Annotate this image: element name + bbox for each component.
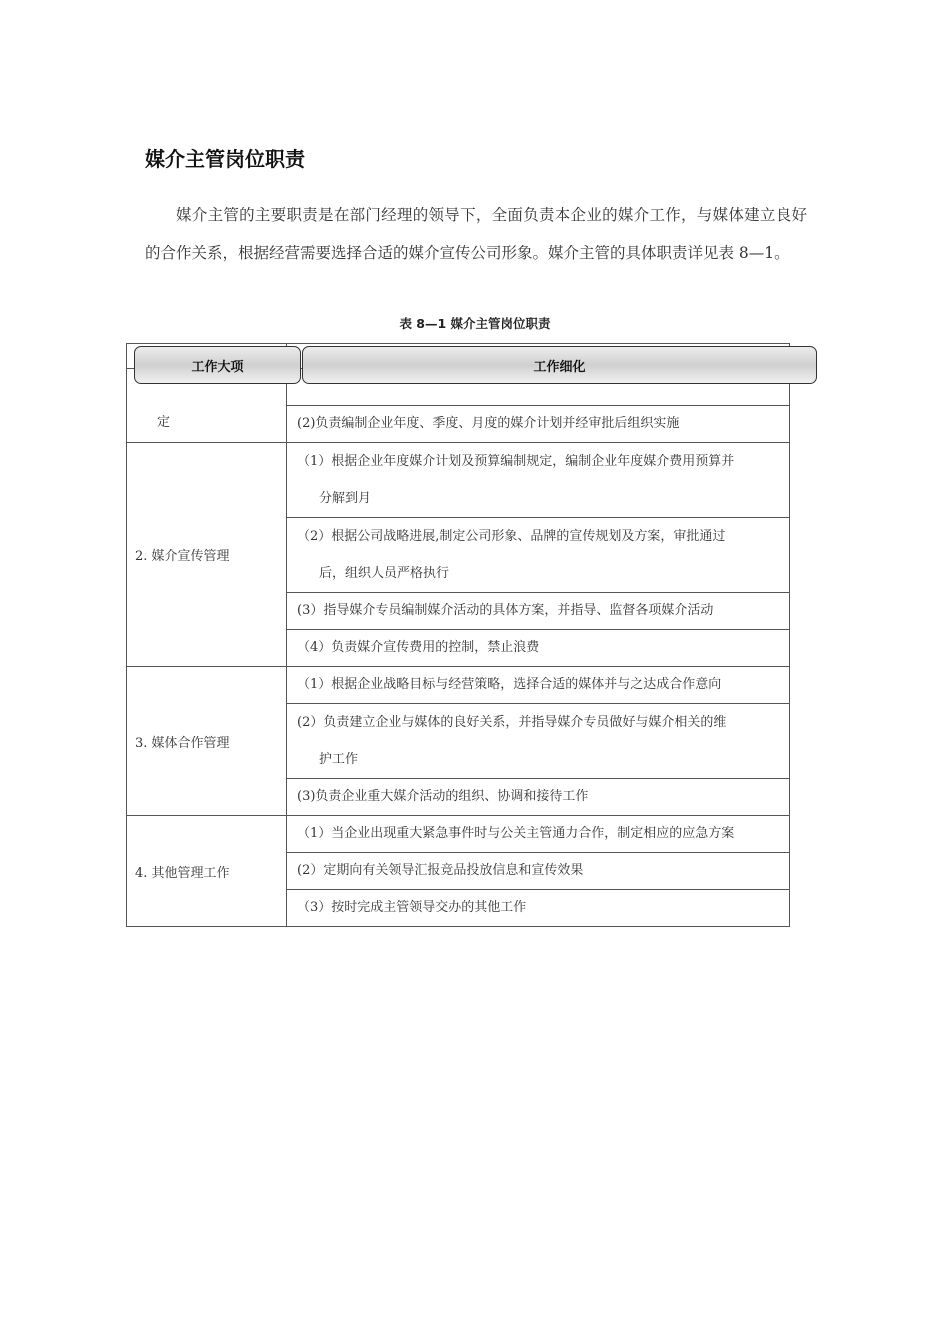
table-row [127,667,790,704]
duties-table [126,343,790,927]
detail-line: （2）根据公司战略进展,制定公司形象、品牌的宣传规划及方案，审批通过 [297,529,726,544]
detail-line-cont: 护工作 [319,752,359,767]
detail-cell: (3）指导媒介专员编制媒介活动的具体方案，并指导、监督各项媒介活动 [287,593,790,630]
table-row [127,443,790,518]
detail-cell: (2)负责编制企业年度、季度、月度的媒介计划并经审批后组织实施 [287,406,790,443]
detail-line: (2）负责建立企业与媒体的良好关系，并指导媒介专员做好与媒介相关的维 [297,715,727,730]
category-1-label: 定 [157,414,171,430]
category-cell-3: 3. 媒体合作管理 [127,667,287,816]
detail-cell: （1）当企业出现重大紧急事件时与公关主管通力合作，制定相应的应急方案 [287,816,790,853]
detail-cell [287,704,790,779]
detail-cell: （4）负责媒介宣传费用的控制，禁止浪费 [287,630,790,667]
table-row [127,816,790,853]
detail-cell: （1）根据企业战略目标与经营策略，选择合适的媒体并与之达成合作意向 [287,667,790,704]
category-cell-2: 2. 媒介宣传管理 [127,443,287,667]
detail-line-cont: 分解到月 [319,491,372,506]
table-caption: 表 8—1 媒介主管岗位职责 [399,316,551,331]
intro-paragraph: 媒介主管的主要职责是在部门经理的领导下，全面负责本企业的媒介工作，与媒体建立良好的合作关系，根据经营需要选择合适的媒介宣传公司形象。媒介主管的具体职责详见表 8—1。 [145,206,807,262]
detail-cell: （3）按时完成主管领导交办的其他工作 [287,890,790,927]
header-detail-button[interactable]: 工作细化 [302,346,817,384]
detail-cell [287,443,790,518]
category-cell-4: 4. 其他管理工作 [127,816,287,927]
detail-line: （1）根据企业年度媒介计划及预算编制规定，编制企业年度媒介费用预算并 [297,454,735,469]
page-title: 媒介主管岗位职责 [145,147,305,171]
detail-line-cont: 后，组织人员严格执行 [319,566,450,581]
detail-cell: (3)负责企业重大媒介活动的组织、协调和接待工作 [287,779,790,816]
detail-cell [287,518,790,593]
header-category-button[interactable]: 工作大项 [134,346,301,384]
detail-cell: (2）定期向有关领导汇报竞品投放信息和宣传效果 [287,853,790,890]
